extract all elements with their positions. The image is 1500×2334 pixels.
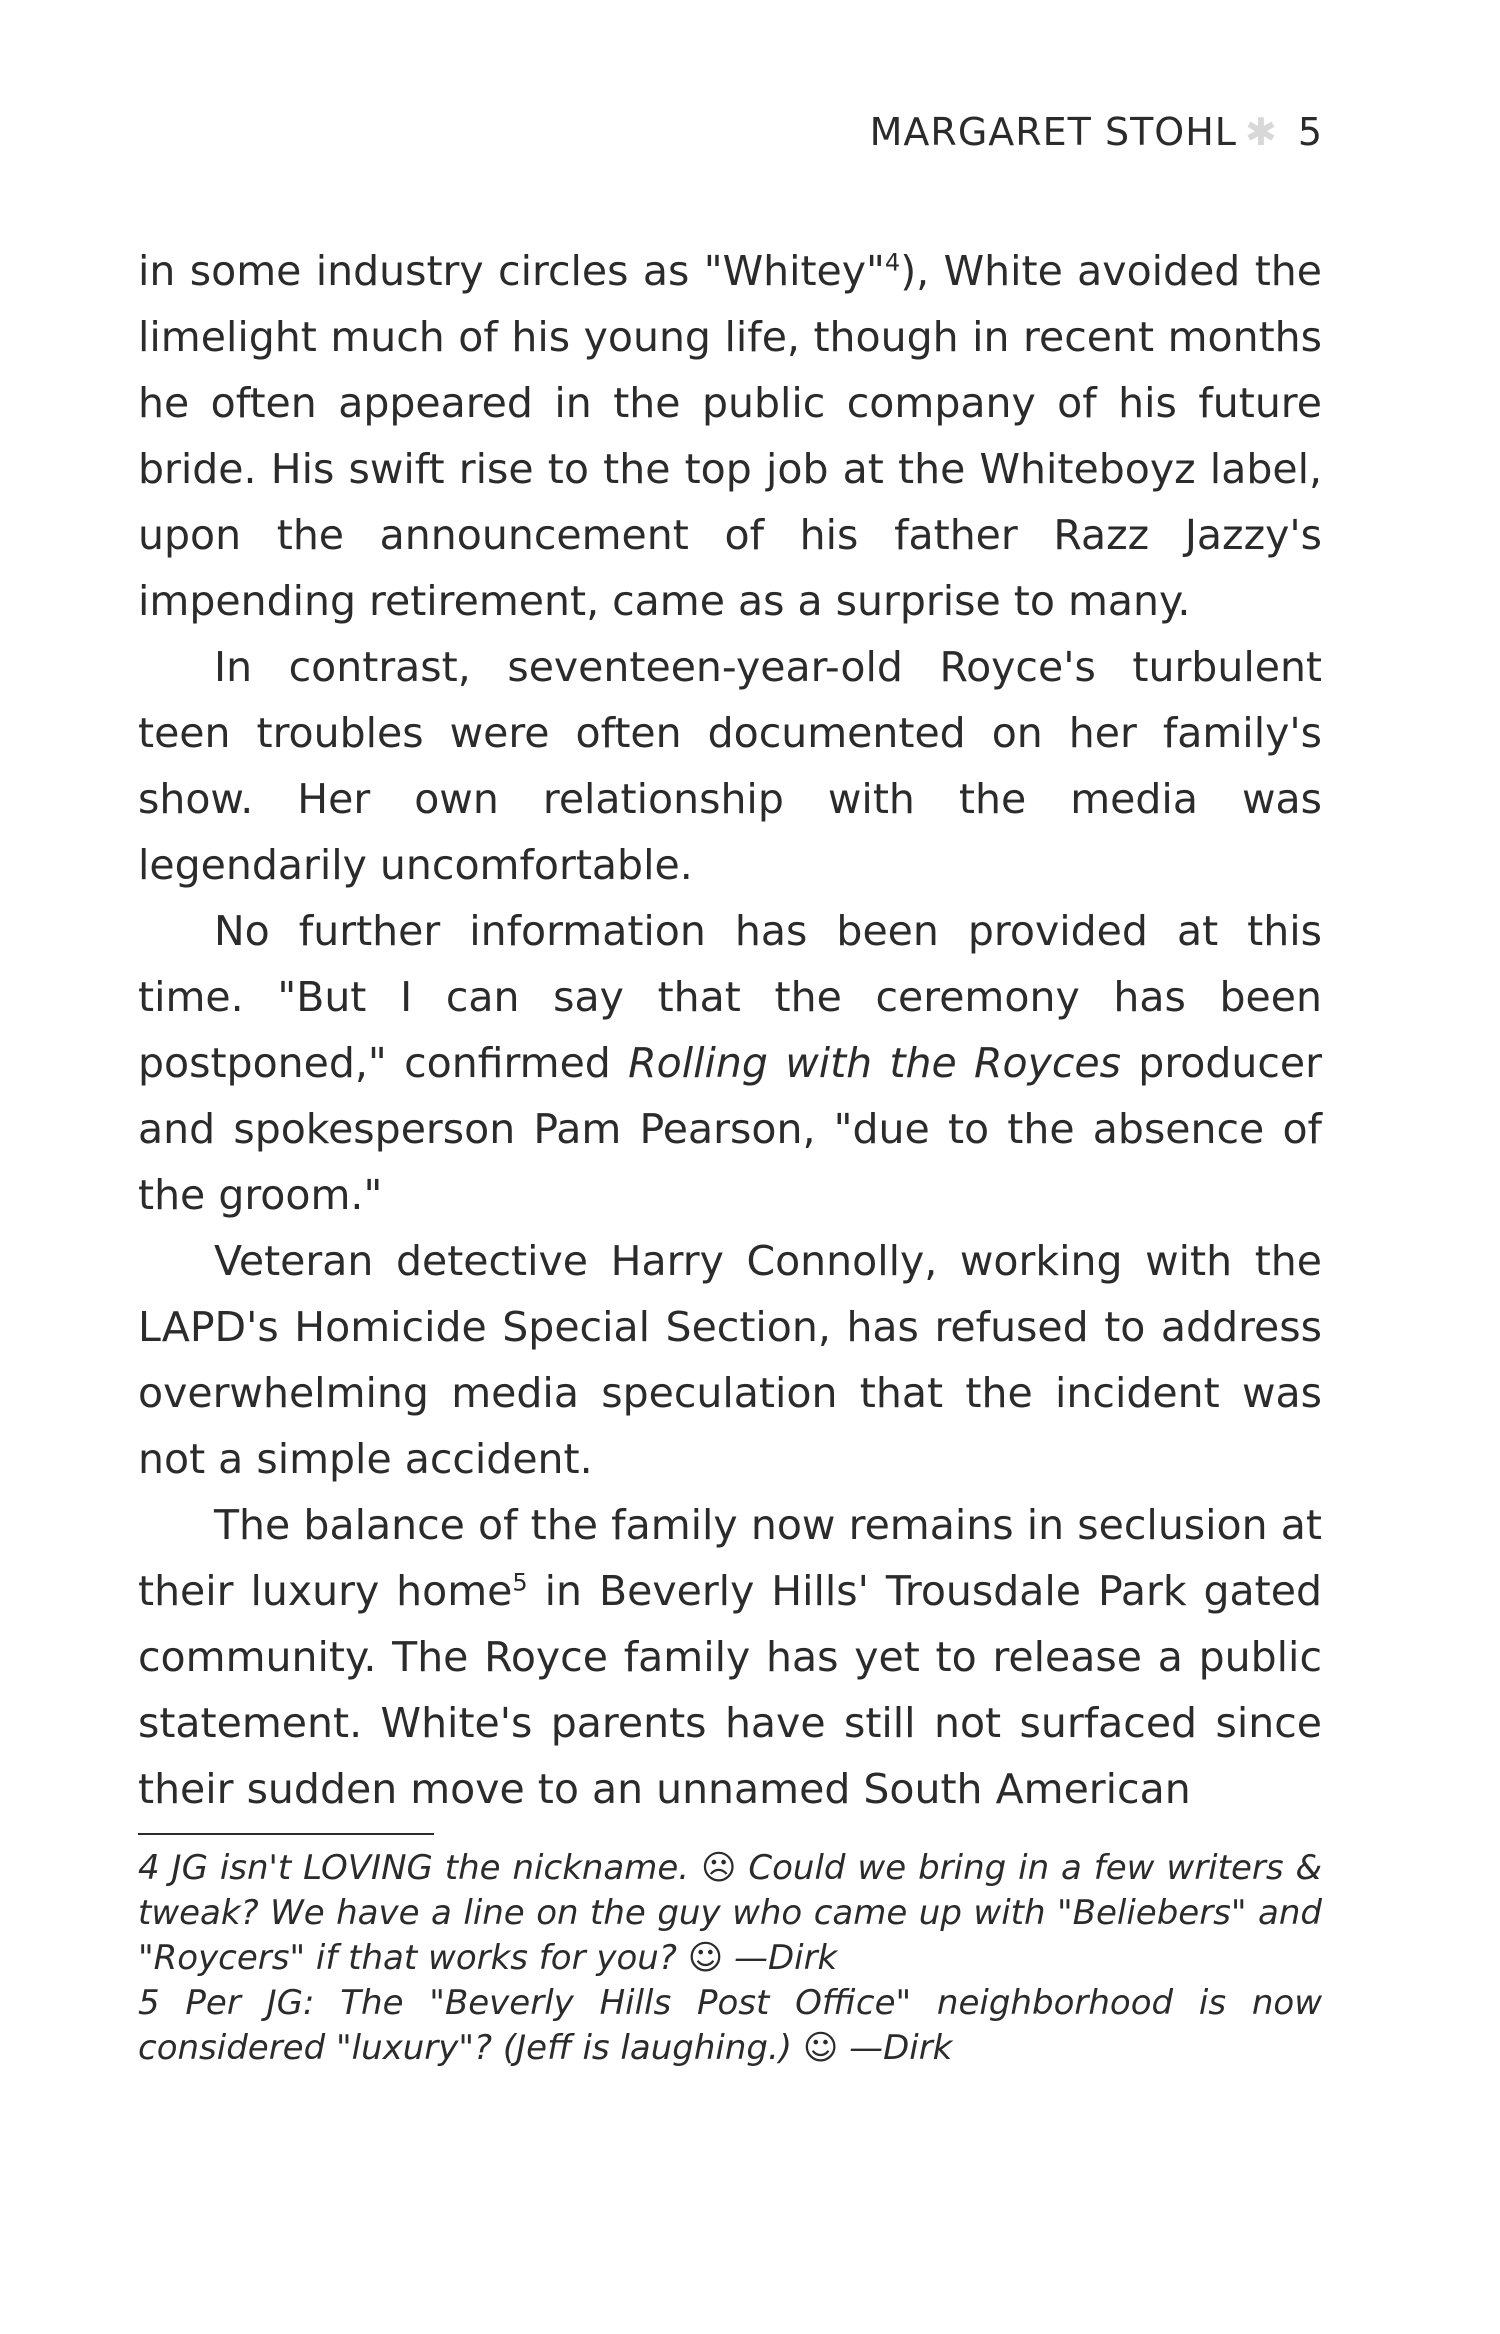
paragraph-1: in some industry circles as "Whitey"$^4$), White avoided the limelight much of his young life, though in recent months he often appeared in the public company of his future bride. His swift rise to the top job at the Whiteboyz label, upon the announcement of his father Razz Jazzy's impending retirement, came as a surprise to many. xyxy=(138,247,1322,625)
paragraph-4: Veteran detective Harry Connolly, working with the LAPD's Homicide Special Section, has refused to address overwhelming media speculation that the incident was not a simple accident. xyxy=(138,1237,1322,1483)
author-name: MARGARET STOHL xyxy=(869,110,1237,154)
paragraph-2: In contrast, seventeen-year-old Royce's turbulent teen troubles were often documented on her family's show. Her own relationship with the media was legendarily uncomfortable. xyxy=(138,643,1322,889)
paragraph-5: The balance of the family now remains in seclusion at their luxury home$^5$ in Beverly Hills' Trousdale Park gated community. The Royce family has yet to release a public statement. White's parents have still not surfaced since their sudden move to an unnamed South American xyxy=(138,1501,1323,1813)
page-number: 5 xyxy=(1297,110,1323,154)
footnote-5: 5 Per JG: The "Beverly Hills Post Office" neighborhood is now considered "luxury"? (Jeff is laughing.) ☺ —Dirk xyxy=(138,1983,1322,2068)
body-text xyxy=(138,238,1322,1822)
footnotes xyxy=(138,1846,1322,2071)
show-title: Rolling with the Royces xyxy=(628,1039,1122,1087)
footnote-ref-4: 4 xyxy=(884,248,901,277)
footnote-4: 4 JG isn't LOVING the nickname. ☹ Could we bring in a few writers & tweak? We have a line on the guy who came up with "Beliebers" and "Roycers" if that works for you? ☺ —Dirk xyxy=(138,1848,1322,1978)
footnote-ref-5: 5 xyxy=(512,1568,528,1597)
running-head xyxy=(870,110,1323,154)
footnote-rule xyxy=(138,1833,434,1835)
header-separator: ✱ xyxy=(1244,110,1278,154)
paragraph-3: No further information has been provided at this time. "But I can say that the ceremony has been postponed," confirmed Rolling with the Royces producer and spokesperson Pam Pearson, "due to the absence of the groom." xyxy=(138,907,1323,1219)
